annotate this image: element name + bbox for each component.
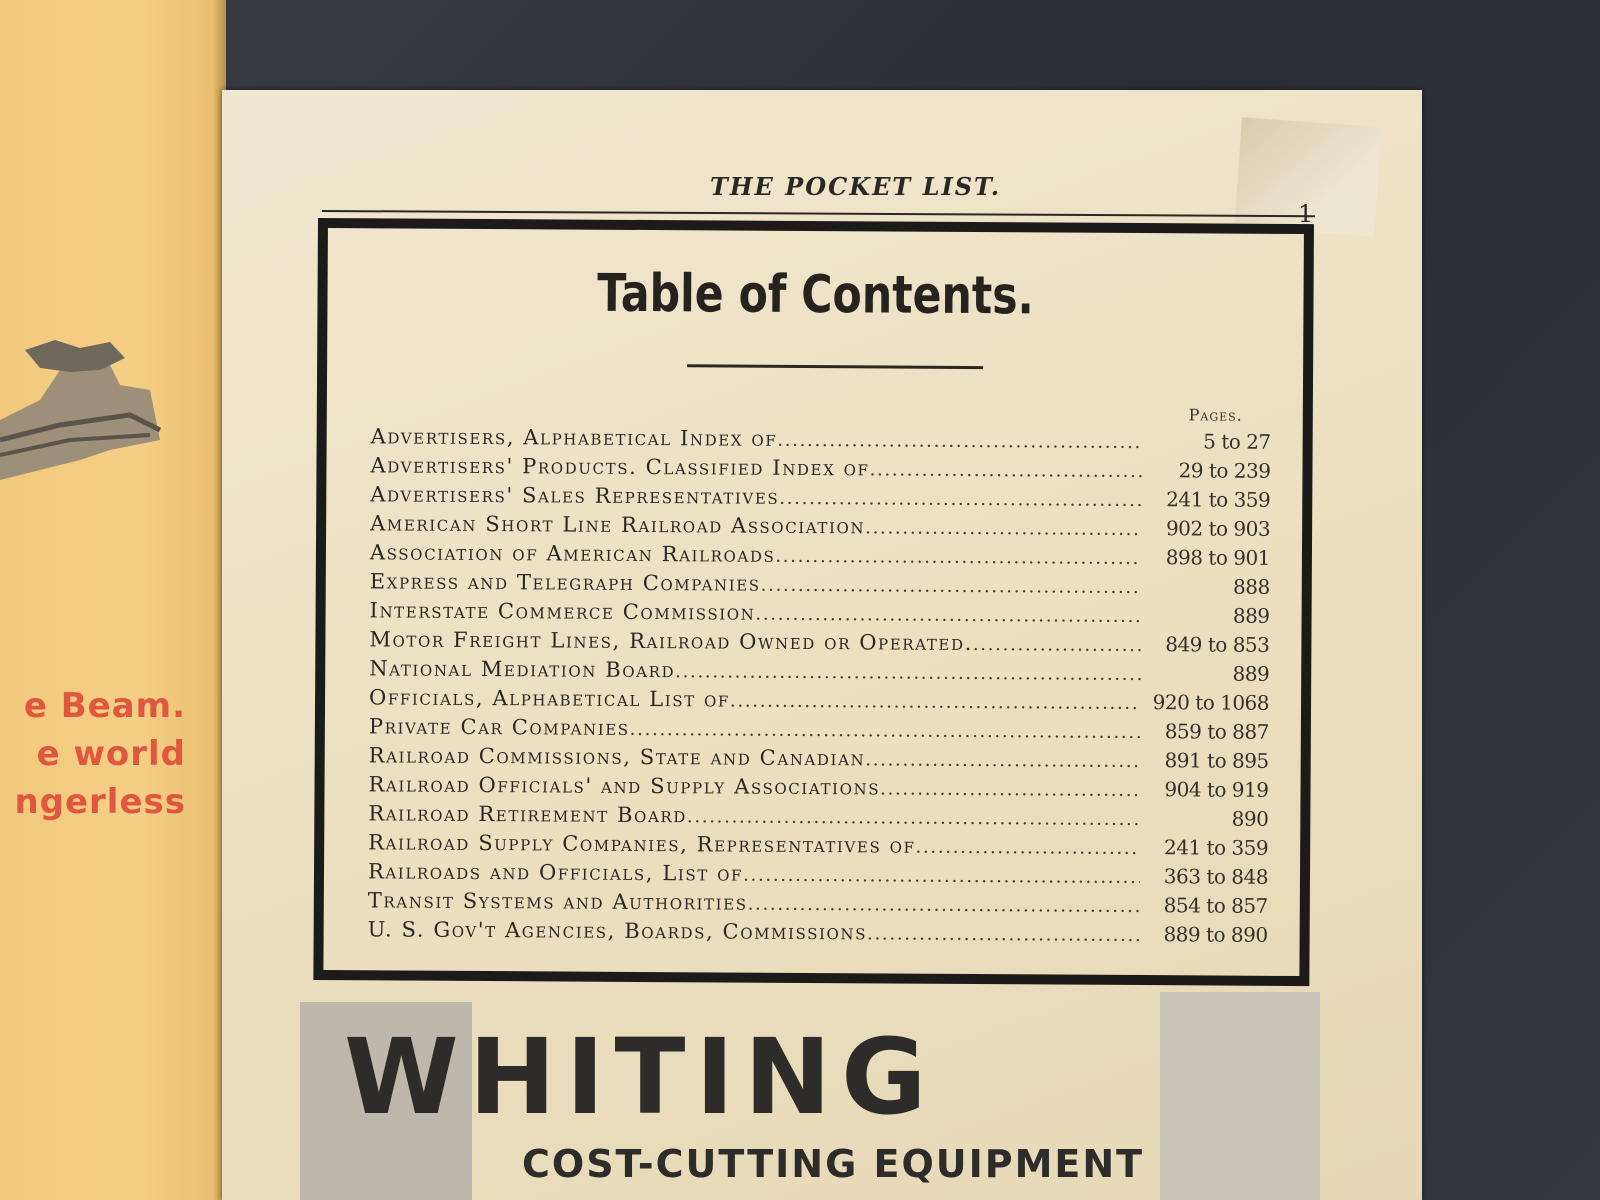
contents-entry-label: Railroad Supply Companies, Representatives of bbox=[368, 830, 916, 858]
ad-text-line: e Beam. bbox=[23, 686, 186, 726]
contents-entry-pages: 891 to 895 bbox=[1164, 748, 1269, 773]
contents-entry-label: Interstate Commerce Commission bbox=[369, 598, 756, 625]
contents-entry-label: Private Car Companies bbox=[368, 714, 630, 740]
machine-illustration bbox=[0, 330, 170, 490]
title-rule bbox=[687, 364, 983, 369]
contents-entry-label: U. S. Gov't Agencies, Boards, Commissions bbox=[367, 917, 868, 945]
dot-leader bbox=[915, 837, 1140, 859]
contents-entry-pages: 859 to 887 bbox=[1164, 719, 1269, 744]
ad-brand-name: WHITING bbox=[344, 1016, 937, 1138]
contents-entry-pages: 29 to 239 bbox=[1178, 458, 1271, 483]
contents-entry-label: Advertisers' Products. Classified Index of bbox=[370, 453, 870, 481]
contents-entry-label: Express and Telegraph Companies bbox=[369, 569, 761, 596]
table-of-contents-box bbox=[313, 218, 1314, 986]
contents-entry-pages: 241 to 359 bbox=[1166, 487, 1271, 512]
contents-entry-pages: 920 to 1068 bbox=[1152, 690, 1270, 715]
contents-entry-pages: 363 to 848 bbox=[1163, 864, 1269, 889]
ad-text-line: e world bbox=[36, 734, 186, 774]
dot-leader bbox=[755, 604, 1141, 627]
contents-entry-label: Transit Systems and Authorities bbox=[367, 888, 748, 915]
contents-entry-label: Association of American Railroads bbox=[369, 540, 776, 567]
dot-leader bbox=[761, 575, 1142, 598]
dot-leader bbox=[730, 691, 1141, 715]
dot-leader bbox=[775, 546, 1142, 569]
running-head: THE POCKET LIST. bbox=[710, 172, 1002, 201]
contents-entry-pages: 889 to 890 bbox=[1163, 922, 1268, 947]
contents-entry-label: National Mediation Board bbox=[369, 656, 676, 683]
contents-entry-pages: 5 to 27 bbox=[1203, 429, 1271, 454]
contents-entry-label: Railroad Officials' and Supply Associations bbox=[368, 772, 881, 800]
dot-leader bbox=[880, 778, 1141, 801]
page-number: 1 bbox=[1298, 200, 1314, 228]
contents-entry-label: Advertisers, Alphabetical Index of bbox=[370, 424, 778, 451]
whiting-advertisement bbox=[300, 992, 1330, 1200]
contents-title: Table of Contents. bbox=[597, 263, 1034, 327]
contents-entry-pages: 902 to 903 bbox=[1165, 516, 1271, 541]
dot-leader bbox=[865, 517, 1142, 540]
pages-column-heading: Pages. bbox=[1188, 405, 1243, 425]
dot-leader bbox=[743, 865, 1140, 888]
contents-entry bbox=[368, 917, 1268, 951]
contents-list bbox=[368, 424, 1271, 951]
contents-entry-pages: 889 bbox=[1232, 603, 1270, 628]
dot-leader bbox=[779, 488, 1142, 511]
contents-entry-pages: 849 to 853 bbox=[1165, 632, 1270, 657]
ad-tagline: COST-CUTTING EQUIPMENT bbox=[522, 1142, 1145, 1186]
dot-leader bbox=[870, 459, 1143, 482]
dot-leader bbox=[630, 719, 1141, 743]
contents-entry-pages: 889 bbox=[1232, 661, 1270, 686]
dot-leader bbox=[867, 923, 1140, 946]
dot-leader bbox=[675, 661, 1141, 685]
ad-grey-panel-right bbox=[1160, 992, 1320, 1200]
contents-entry-label: Motor Freight Lines, Railroad Owned or Operated. bbox=[369, 627, 973, 656]
dot-leader bbox=[865, 749, 1141, 772]
dot-leader bbox=[777, 430, 1142, 453]
contents-entry-pages: 904 to 919 bbox=[1164, 777, 1269, 802]
left-facing-page bbox=[0, 0, 226, 1200]
ad-text-line: ngerless bbox=[14, 782, 186, 822]
contents-entry-label: American Short Line Railroad Association bbox=[370, 511, 866, 539]
dot-leader bbox=[748, 894, 1140, 917]
dot-leader bbox=[973, 634, 1142, 656]
contents-entry-label: Railroads and Officials, List of bbox=[367, 859, 744, 886]
contents-entry-label: Advertisers' Sales Representatives bbox=[370, 482, 780, 509]
dot-leader bbox=[687, 806, 1141, 830]
contents-entry-label: Officials, Alphabetical List of bbox=[368, 685, 731, 712]
contents-entry-label: Railroad Commissions, State and Canadian bbox=[368, 743, 866, 771]
contents-entry-pages: 854 to 857 bbox=[1163, 893, 1268, 918]
contents-entry-pages: 241 to 359 bbox=[1163, 835, 1269, 860]
contents-entry-pages: 890 bbox=[1231, 806, 1269, 831]
contents-entry-pages: 888 bbox=[1233, 574, 1270, 599]
contents-entry-pages: 898 to 901 bbox=[1165, 545, 1271, 570]
contents-entry-label: Railroad Retirement Board bbox=[368, 801, 688, 828]
